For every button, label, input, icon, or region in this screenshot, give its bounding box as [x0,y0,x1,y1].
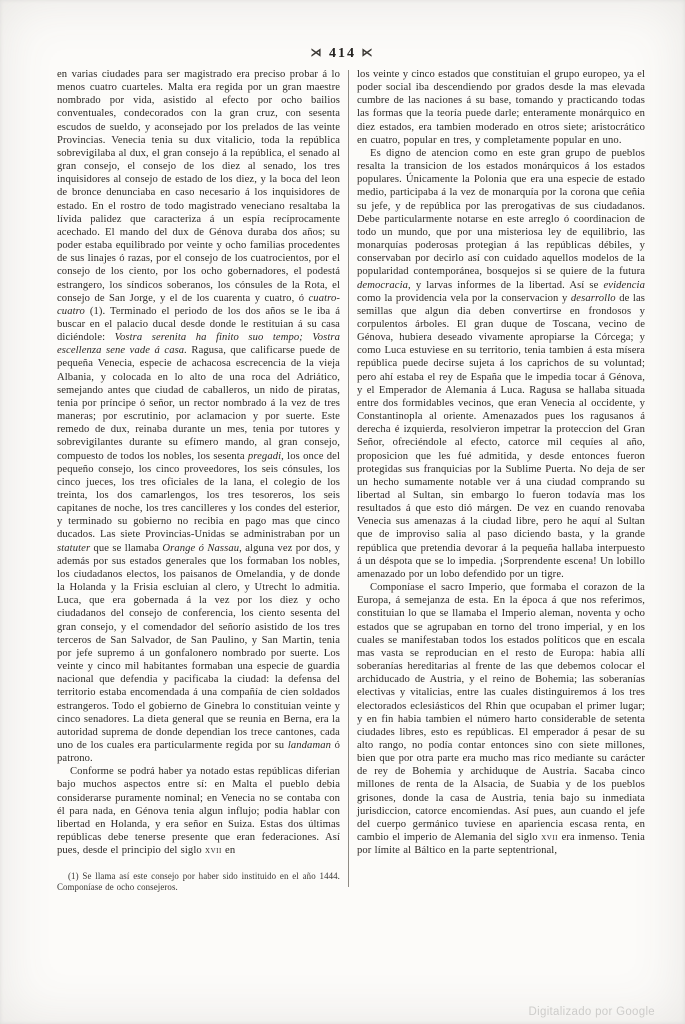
text-run: que se llamaba [90,542,163,554]
text-run: (1) Se llama así este consejo por haber sido instituido en el año 1444. Componíase de ocho consejeros. [57,871,340,893]
paragraph [57,68,340,765]
column-divider [348,70,349,887]
text-run: en [221,845,236,857]
paragraph [357,68,645,147]
column-left [57,68,340,893]
paragraph [57,765,340,857]
google-watermark: Digitalizado por Google [528,1006,655,1018]
header-ornament-right-icon: ⋉ [361,47,375,59]
paragraph [357,147,645,581]
footnote [57,871,340,893]
text-run: pregadi [247,450,282,462]
text-run: democracia [357,279,409,291]
text-run: ó patrono. [57,739,340,765]
text-run: xvii [541,832,558,844]
header-ornament-left-icon: ⋊ [310,47,324,59]
text-run: (1). Terminado el periodo de los dos años se le iba á buscar en el palacio ducal desde donde le restituian á su casa diciéndole: [57,305,340,344]
text-run: Componíase el sacro Imperio, que formaba el corazon de la Europa, á semejanza de esta. En la época á que nos referimos, constituian lo que se llamaba el Imperio aleman, noventa y ocho estados que se agrupaban en torno del trono imperial, y en los cuales se manifestaban todos los estados políticos que en escala mas vasta se reproducian en el resto de Europa: habia allí soberanías hereditarias al frente de las que debemos colocar el archiducado de Austria, y el reino de Bohemia; las soberanías electivas y vitalicias, entre las cuales distinguiremos á los tres electorados eclesiásticos del Rhin que ocupaban el primer lugar; y en fin habia tambien el número harto considerable de setenta ciudades libres, esto es repúblicas. El emperador á pesar de su alto rango, no podía contar entonces sino con siete millones, bien que por otra parte era mucho mas rico mediante su carácter de rey de Bohemia y archiduque de Austria. Sacaba cinco millones de renta de la Alsacia, de Suabia y de los pueblos grisones, donde la casa de Austria, tenia bajo su inmediata jurisdiccion, catorce encomiendas. Así pues, aun cuando el jefe del cuerpo germánico tuviese en apariencia escasa renta, en cambio el imperio de Alemania del siglo [357,582,645,844]
text-columns [57,68,645,893]
text-run: , alguna vez por dos, y además por sus estados generales que los formaban los nobles, los ciudadanos electos, los paisanos de Omelandia, y de donde la Holanda y la Frisia escluian al clero, y Utrecht lo admitia. Luca, que era gobernada á la vez por los diez y ocho ciudadanos del consejo de conferencia, los ciento sesenta del gran consejo, y el comendador del señorío asistido de los tres terceros de San Salvador, de San Paulino, y San Martin, tenia por jefe supremo á un gonfalonero nombrado por suerte. Los veinte y cinco mil habitantes formaban una especie de guardia nacional que defendia y pacificaba la ciudad: la defensa del territorio estaba encomendada á una compañía de cien soldados estrangeros. Todo el gobierno de Ginebra lo constituian veinte y cinco senadores. La dieta general que se reunia en Berna, era la autoridad suprema de donde dependian los trece cantones, cada uno de los cuales era particularmente regida por su [57,542,340,751]
text-run: Ragusa, que calificarse puede de pequeña Venecia, especie de achacosa escrecencia de la vieja Albania, y colocada en lo alto de una roca del Adriático, semejando antes que ciudad de caballeros, un nido de piratas, tenia por príncipe ó señor, un rector nombrado á la vez de tres maneras; por escrutinio, por aclamacion y por suerte. Este remedo de dux, reinaba durante un mes, tenia por tutores y sobrevigilantes durante su efímero mando, al gran consejo, compuesto de todos los nobles, los sesenta [57,345,340,462]
text-run: como la providencia vela por la conservacion y [357,292,571,304]
column-right [357,68,645,893]
text-run: de las semillas que algun dia deben convertirse en frondosos y corpulentos árboles. El gran duque de Toscana, vecino de Génova, hubiera deseado vivamente apropiarse la Córcega; y como Luca estuviese en su territorio, tenia tambien á esta mísera república puede decirse sujeta á los caprichos de su voluntad; pero ahí estaba el rey de España que le impedia tocar á Génova, y el Emperador de Alemania á Luca. Ragusa se hallaba situada entre dos formidables vecinos, que eran Venecia al occidente, y Constantinopla al oriente. Amenazados pues los ragusanos á derecha é izquierda, resolvieron impetrar la proteccion del Gran Señor, ofreciéndole al efecto, catorce mil cequíes al año, proposicion que les fué admitida, y desde entonces fueron protegidas sus franquicias por la Sublime Puerta. No deja de ser un hecho sumamente notable ver á una ciudad comprando su libertad al Sultan, sin embargo lo fueron todavía mas los resultados á que esto dió márgen. De vez en cuando renovaba Venecia sus amenazas á la ciudad libre, pero he aquí al Sultan que de improviso salia al paso diciendo basta, y la grande república que pretendia devorar á la pequeña hallaba interpuesto á un déspota que se lo impedia. ¡Sorprendente escena! Un lobillo amenazado por un lobo defendido por un tigre. [357,292,645,580]
text-run: los veinte y cinco estados que constituian el grupo europeo, ya el poder social iba descendiendo por grados desde la mas elevada cumbre de las naciones á su base, tomando y practicando todas las formas que la teoría puede darle; enteramente monárquico en diez estados, era tambien moderado en otros siete; aristocrático en cuatro, popular en tres, y completamente popular en uno. [357,69,645,146]
text-run: statuter [57,542,91,554]
text-run: era inmenso. Tenia por límite al Báltico en la parte septentrional, [357,832,645,857]
page-header [0,46,685,62]
text-run: en varias ciudades para ser magistrado era preciso probar á lo menos cuatro cuarteles. Malta era regida por un gran maestre nombrado por vida, asistido al efecto por ocho bailios conventuales, condecorados con la gran cruz, con sesenta escudos de sueldo, y aconsejado por los prelados de las veinte Provincias. Venecia tenia su dux vitalicio, toda la república sobrevigilaba al dux, el gran consejo á la república, el senado al gran consejo, el consejo de los diez al senado, los tres inquisidores al consejo de estado de los diez, y la boca del leon de bronce denunciaba en caso necesario á los inquisidores de estado. En el rostro de todo magistrado veneciano resaltaba la lívida palidez que caracteriza á un espía recíprocamente acechado. El mando del dux de Génova duraba dos años; su poder estaba equilibrado por veinte y ocho familias procedentes de sus linajes ó razas, por el consejo de los cuatrocientos, por el consejo de los ciento, por los ocho gobernadores, el podestá estrangero, los síndicos soberanos, los cónsules de la Rota, el consejo de San Jorge, y el de los cuarenta y cuatro, ó [57,69,340,304]
text-run: Vostra serenita ha finito suo tempo; Vostra escellenza sene vade á casa. [57,332,340,357]
text-run: xvii [205,845,222,857]
text-run: , los once del pequeño consejo, los cinco proveedores, los seis cónsules, los cinco jueces, los tres oficiales de la lana, el colegio de los treinta, los dos camarlengos, los tres tesoreros, los seis capitanes de noche, los tres cancilleres y los condes del esterior, y terminado su gobierno no recibia en pago mas que cinco ducados. Las siete Provincias-Unidas se administraban por un [57,450,341,541]
text-run: Orange ó Nassau [162,542,240,554]
text-run: cuatro-cuatro [57,292,340,317]
text-run: Conforme se podrá haber ya notado estas repúblicas diferian bajo muchos aspectos entre sí: en Malta el pueblo debia considerarse puramente nominal; en Venecia no se contaba con él para nada, en Génova tenia algun influjo; podia hablar con libertad en Holanda, y era señor en Suiza. Estas dos últimas repúblicas debe tenerse presente que eran federaciones. Así pues, desde el principio del siglo [57,766,340,857]
text-run: evidencia [603,279,645,291]
text-run: , y larvas informes de la libertad. Así se [408,279,604,291]
footnote-text [57,871,340,893]
text-run: Es digno de atencion como en este gran grupo de pueblos resalta la transicion de los estados monárquicos á los estados populares. Únicamente la Polonia que era una especie de estado medio, participaba á la vez de monarquía por la corona que ceñia su jefe, y de república por las prerogativas de sus ciudadanos. Debe particularmente notarse en este arreglo ó coordinacion de todo un mundo, que por una misteriosa ley de equilibrio, las monarquías poderosas protegian á las repúblicas débiles, y conservaban por decirlo así con cuidado aquellos modelos de la popularidad contemporánea, bosquejos si se quiere de la futura [357,147,645,278]
page-number: 414 [329,46,356,61]
text-run: desarrollo [570,292,616,304]
text-run: landaman [287,739,331,751]
paragraph [357,581,645,857]
